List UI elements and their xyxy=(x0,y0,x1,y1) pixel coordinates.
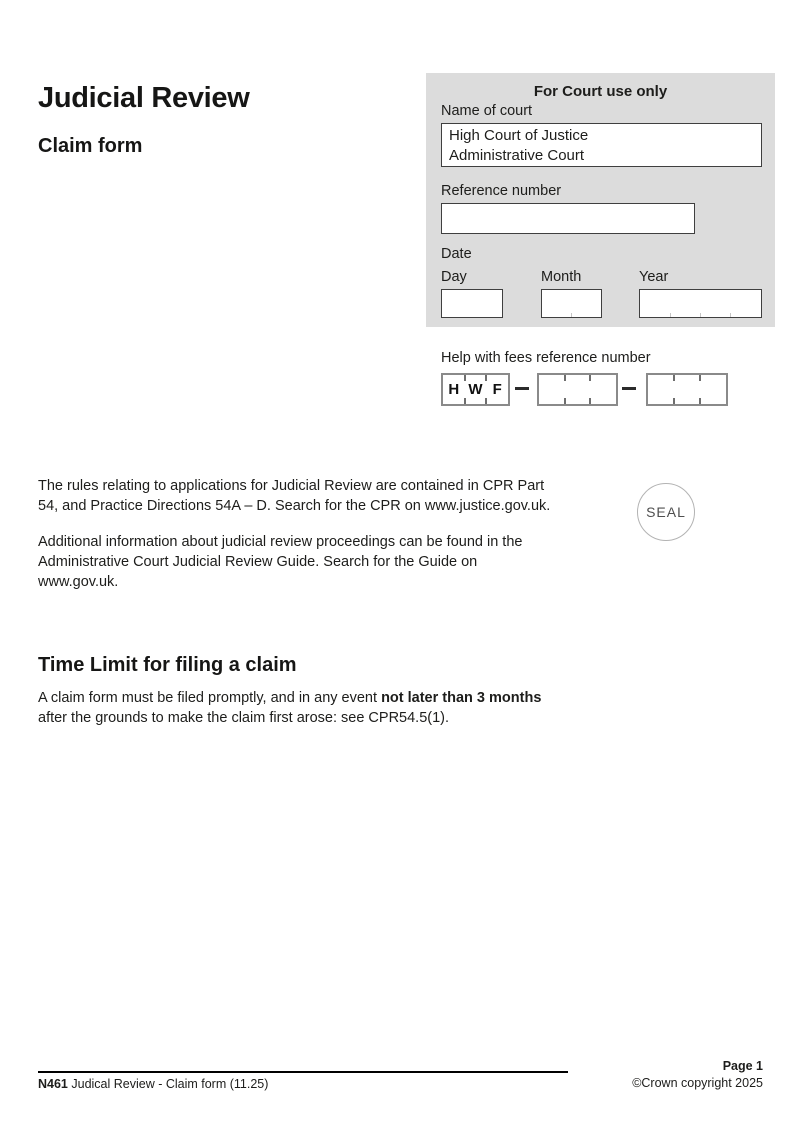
day-input[interactable] xyxy=(441,289,503,318)
reference-number-input[interactable] xyxy=(441,203,695,234)
hwf-letter-f: F xyxy=(492,381,502,398)
month-label: Month xyxy=(541,269,582,285)
month-input[interactable] xyxy=(541,289,602,318)
time-limit-paragraph xyxy=(38,688,558,728)
hwf-part3-input[interactable] xyxy=(646,373,728,406)
hwf-part2-input[interactable] xyxy=(537,373,618,406)
time-limit-text-1: A claim form must be filed promptly, and in any event xyxy=(38,690,382,706)
year-input[interactable] xyxy=(639,289,762,318)
hwf-prefix-box xyxy=(441,373,510,406)
for-court-use-only-box xyxy=(426,73,775,327)
reference-number-label: Reference number xyxy=(441,183,562,199)
name-of-court-input[interactable] xyxy=(441,123,762,167)
footer-form-id xyxy=(38,1077,268,1091)
year-label: Year xyxy=(639,269,669,285)
date-label: Date xyxy=(441,246,472,262)
page-subtitle: Claim form xyxy=(38,135,143,157)
name-of-court-value-line2: Administrative Court xyxy=(449,147,585,164)
intro-text xyxy=(38,476,558,608)
form-code: N461 xyxy=(38,1077,68,1091)
court-box-title: For Court use only xyxy=(533,83,668,100)
time-limit-text-2: after the grounds to make the claim first arose: see CPR54.5(1). xyxy=(38,710,450,726)
intro-paragraph-1: The rules relating to applications for Judicial Review are contained in CPR Part 54, and Practice Directions 54A – D. Search for the CPR on www.justice.gov.uk. xyxy=(38,478,551,514)
time-limit-heading: Time Limit for filing a claim xyxy=(38,654,297,676)
page-title: Judicial Review xyxy=(38,82,250,114)
hwf-letter-w: W xyxy=(468,381,483,398)
seal-circle xyxy=(637,483,695,541)
time-limit-bold-text: not later than 3 months xyxy=(381,690,542,706)
name-of-court-value-line1: High Court of Justice xyxy=(449,127,589,144)
hwf-letter-h: H xyxy=(448,381,460,398)
intro-paragraph-2: Additional information about judicial review proceedings can be found in the Administrative Court Judicial Review Guide. Search for the Guide on www.gov.uk. xyxy=(38,534,523,590)
hwf-separator-dash-1 xyxy=(515,387,529,390)
name-of-court-label: Name of court xyxy=(441,103,533,119)
help-with-fees-label: Help with fees reference number xyxy=(441,350,651,366)
form-title-text: Judical Review - Claim form (11.25) xyxy=(67,1077,269,1091)
footer-right xyxy=(463,1059,763,1090)
hwf-separator-dash-2 xyxy=(622,387,636,390)
copyright-notice: ©Crown copyright 2025 xyxy=(632,1076,763,1090)
page-number: Page 1 xyxy=(722,1059,763,1073)
seal-label: SEAL xyxy=(646,504,686,520)
day-label: Day xyxy=(441,269,467,285)
